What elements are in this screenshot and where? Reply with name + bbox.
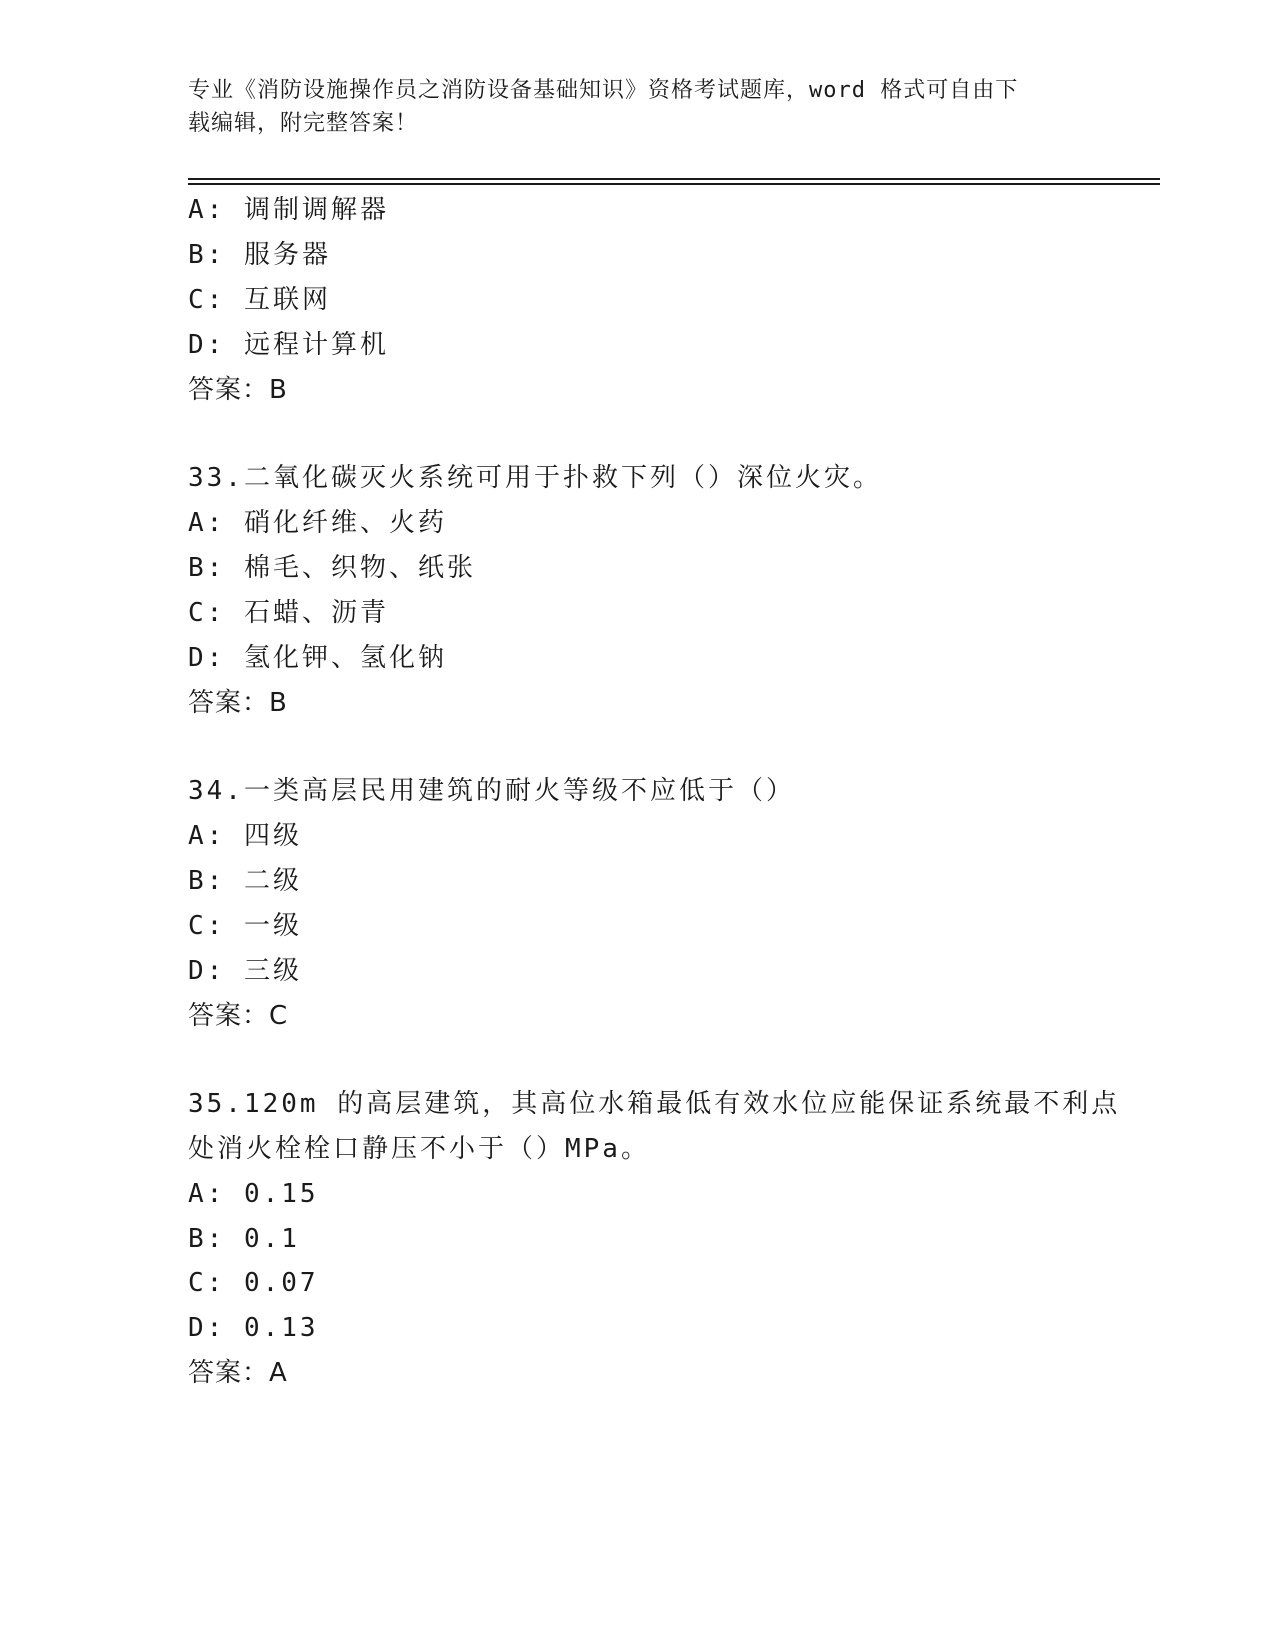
option-b: B: 棉毛、织物、纸张: [188, 553, 476, 583]
question-35-line-2: 处消火栓栓口静压不小于（）MPa。: [188, 1134, 650, 1164]
option-a: A: 硝化纤维、火药: [188, 508, 447, 538]
option-c: C: 一级: [188, 911, 302, 941]
option-d: D: 0.13: [188, 1313, 319, 1343]
option-c: C: 互联网: [188, 285, 331, 315]
answer: 答案：B: [188, 375, 288, 405]
option-b: B: 服务器: [188, 240, 331, 270]
option-a: A: 调制调解器: [188, 195, 389, 225]
option-c: C: 石蜡、沥青: [188, 598, 389, 628]
option-a: A: 四级: [188, 821, 302, 851]
header-divider-top: [188, 178, 1160, 180]
option-a: A: 0.15: [188, 1179, 319, 1209]
question-33: 33.二氧化碳灭火系统可用于扑救下列（）深位火灾。: [188, 463, 882, 493]
option-d: D: 三级: [188, 956, 302, 986]
header-line-1: 专业《消防设施操作员之消防设备基础知识》资格考试题库，word 格式可自由下: [188, 78, 1019, 103]
option-c: C: 0.07: [188, 1268, 319, 1298]
question-35-line-1: 35.120m 的高层建筑，其高位水箱最低有效水位应能保证系统最不利点: [188, 1089, 1121, 1119]
question-34: 34.一类高层民用建筑的耐火等级不应低于（）: [188, 776, 795, 806]
answer: 答案：C: [188, 1001, 289, 1031]
answer: 答案：A: [188, 1358, 288, 1388]
header-divider-bottom: [188, 183, 1160, 185]
option-d: D: 氢化钾、氢化钠: [188, 643, 447, 673]
option-d: D: 远程计算机: [188, 330, 389, 360]
answer: 答案：B: [188, 688, 288, 718]
option-b: B: 0.1: [188, 1224, 300, 1254]
option-b: B: 二级: [188, 866, 302, 896]
header-line-2: 载编辑，附完整答案！: [188, 111, 419, 136]
document-header: [188, 74, 1088, 140]
